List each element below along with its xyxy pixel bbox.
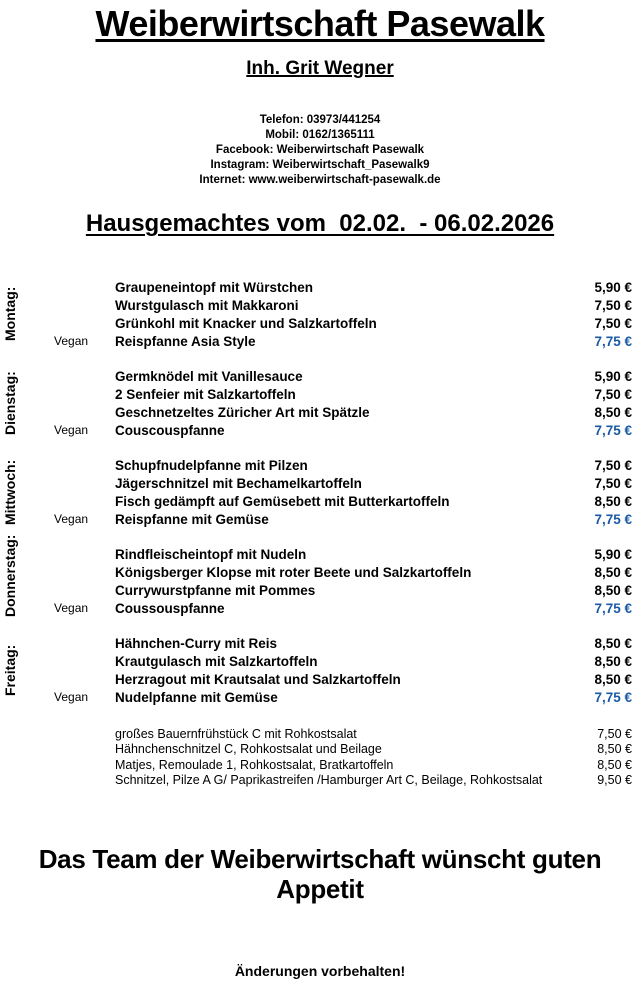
footer-note: Änderungen vorbehalten!: [234, 963, 406, 979]
menu-item-row: [0, 367, 632, 385]
dish-price: 7,50 €: [594, 297, 632, 313]
day-block-mittwoch: [0, 456, 632, 528]
dish-price: 7,50 €: [594, 386, 632, 402]
dish-price: 7,75 €: [594, 689, 632, 705]
vegan-tag: Vegan: [54, 512, 89, 526]
dish-price: 8,50 €: [594, 671, 632, 687]
day-block-dienstag: [0, 367, 632, 439]
menu-item-row-vegan: [0, 332, 632, 350]
menu-item-row: [0, 456, 632, 474]
team-greeting: Das Team der Weiberwirtschaft wünscht guten Appetit: [38, 844, 602, 904]
menu-item-row: [0, 403, 632, 421]
dish-price: 7,75 €: [594, 333, 632, 349]
contact-instagram: Instagram: Weiberwirtschaft_Pasewalk9: [210, 159, 430, 171]
contact-block: [0, 113, 640, 188]
dish-price: 7,50 €: [594, 457, 632, 473]
menu-section: [0, 278, 640, 706]
page-title: Weiberwirtschaft Pasewalk: [95, 3, 545, 44]
dish-name: Grünkohl mit Knacker und Salzkartoffeln: [115, 315, 377, 331]
vegan-tag: Vegan: [54, 423, 89, 437]
dish-price: 7,75 €: [594, 511, 632, 527]
dish-price: 7,50 €: [597, 726, 632, 741]
dish-name: Fisch gedämpft auf Gemüsebett mit Butterkartoffeln: [115, 493, 450, 509]
day-block-montag: [0, 278, 632, 350]
dish-name: Currywurstpfanne mit Pommes: [115, 582, 316, 598]
dish-price: 8,50 €: [597, 742, 632, 757]
day-label-donnerstag: Donnerstag:: [2, 534, 18, 617]
dish-price: 9,50 €: [597, 773, 632, 788]
menu-item-row: [0, 652, 632, 670]
dish-price: 8,50 €: [594, 635, 632, 651]
dish-name: Reispfanne mit Gemüse: [115, 511, 269, 527]
menu-item-row: [0, 670, 632, 688]
contact-telefon: Telefon: 03973/441254: [259, 114, 381, 126]
menu-item-row: [0, 581, 632, 599]
dish-name: großes Bauernfrühstück C mit Rohkostsalat: [115, 726, 357, 741]
dish-name: Graupeneintopf mit Würstchen: [115, 279, 314, 295]
dish-name: Herzragout mit Krautsalat und Salzkartoffeln: [115, 671, 401, 687]
menu-item-row-vegan: [0, 421, 632, 439]
menu-item-row: [0, 563, 632, 581]
dish-price: 5,90 €: [594, 368, 632, 384]
dish-price: 8,50 €: [594, 582, 632, 598]
day-block-freitag: [0, 634, 632, 706]
dish-name: Wurstgulasch mit Makkaroni: [115, 297, 299, 313]
menu-item-row: [0, 278, 632, 296]
dish-name: Matjes, Remoulade 1, Rohkostsalat, Bratkartoffeln: [115, 757, 394, 772]
dish-price: 7,50 €: [594, 315, 632, 331]
menu-item-row-vegan: [0, 599, 632, 617]
vegan-tag: Vegan: [54, 334, 89, 348]
extra-item-row: [0, 757, 632, 773]
dish-price: 8,50 €: [597, 757, 632, 772]
extra-item-row: [0, 742, 632, 758]
dish-name: Hähnchenschnitzel C, Rohkostsalat und Beilage: [115, 742, 382, 757]
dish-price: 7,75 €: [594, 600, 632, 616]
menu-item-row: [0, 634, 632, 652]
menu-item-row: [0, 545, 632, 563]
dish-price: 8,50 €: [594, 653, 632, 669]
day-label-freitag: Freitag:: [2, 644, 18, 696]
dish-name: Schnitzel, Pilze A G/ Paprikastreifen /Hamburger Art C, Beilage, Rohkostsalat: [115, 773, 543, 788]
week-heading: Hausgemachtes vom 02.02. - 06.02.2026: [85, 210, 555, 237]
dish-price: 8,50 €: [594, 564, 632, 580]
dish-name: Schupfnudelpfanne mit Pilzen: [115, 457, 308, 473]
menu-item-row: [0, 385, 632, 403]
dish-price: 8,50 €: [594, 493, 632, 509]
day-label-mittwoch: Mittwoch:: [2, 459, 18, 525]
menu-item-row: [0, 492, 632, 510]
menu-item-row: [0, 474, 632, 492]
dish-name: Königsberger Klopse mit roter Beete und Salzkartoffeln: [115, 564, 472, 580]
dish-price: 7,50 €: [594, 475, 632, 491]
dish-name: Rindfleischeintopf mit Nudeln: [115, 546, 307, 562]
dish-name: Reispfanne Asia Style: [115, 333, 256, 349]
day-label-montag: Montag:: [2, 286, 18, 342]
dish-name: Nudelpfanne mit Gemüse: [115, 689, 278, 705]
dish-name: 2 Senfeier mit Salzkartoffeln: [115, 386, 296, 402]
dish-name: Germknödel mit Vanillesauce: [115, 368, 303, 384]
dish-name: Krautgulasch mit Salzkartoffeln: [115, 653, 318, 669]
vegan-tag: Vegan: [54, 690, 89, 704]
owner-line: Inh. Grit Wegner: [246, 58, 394, 79]
dish-name: Coussouspfanne: [115, 600, 225, 616]
dish-name: Couscouspfanne: [115, 422, 225, 438]
dish-price: 5,90 €: [594, 546, 632, 562]
extra-item-row: [0, 773, 632, 789]
day-block-donnerstag: [0, 534, 632, 617]
extras-section: [0, 726, 640, 788]
dish-name: Geschnetzeltes Züricher Art mit Spätzle: [115, 404, 370, 420]
dish-price: 8,50 €: [594, 404, 632, 420]
menu-item-row-vegan: [0, 510, 632, 528]
dish-name: Hähnchen-Curry mit Reis: [115, 635, 278, 651]
dish-name: Jägerschnitzel mit Bechamelkartoffeln: [115, 475, 362, 491]
menu-item-row-vegan: [0, 688, 632, 706]
contact-internet: Internet: www.weiberwirtschaft-pasewalk.de: [199, 174, 441, 186]
dish-price: 7,75 €: [594, 422, 632, 438]
menu-item-row: [0, 296, 632, 314]
dish-price: 5,90 €: [594, 279, 632, 295]
menu-item-row: [0, 314, 632, 332]
contact-facebook: Facebook: Weiberwirtschaft Pasewalk: [215, 144, 425, 156]
vegan-tag: Vegan: [54, 601, 89, 615]
extra-item-row: [0, 726, 632, 742]
contact-mobil: Mobil: 0162/1365111: [265, 129, 375, 141]
day-label-dienstag: Dienstag:: [2, 371, 18, 435]
